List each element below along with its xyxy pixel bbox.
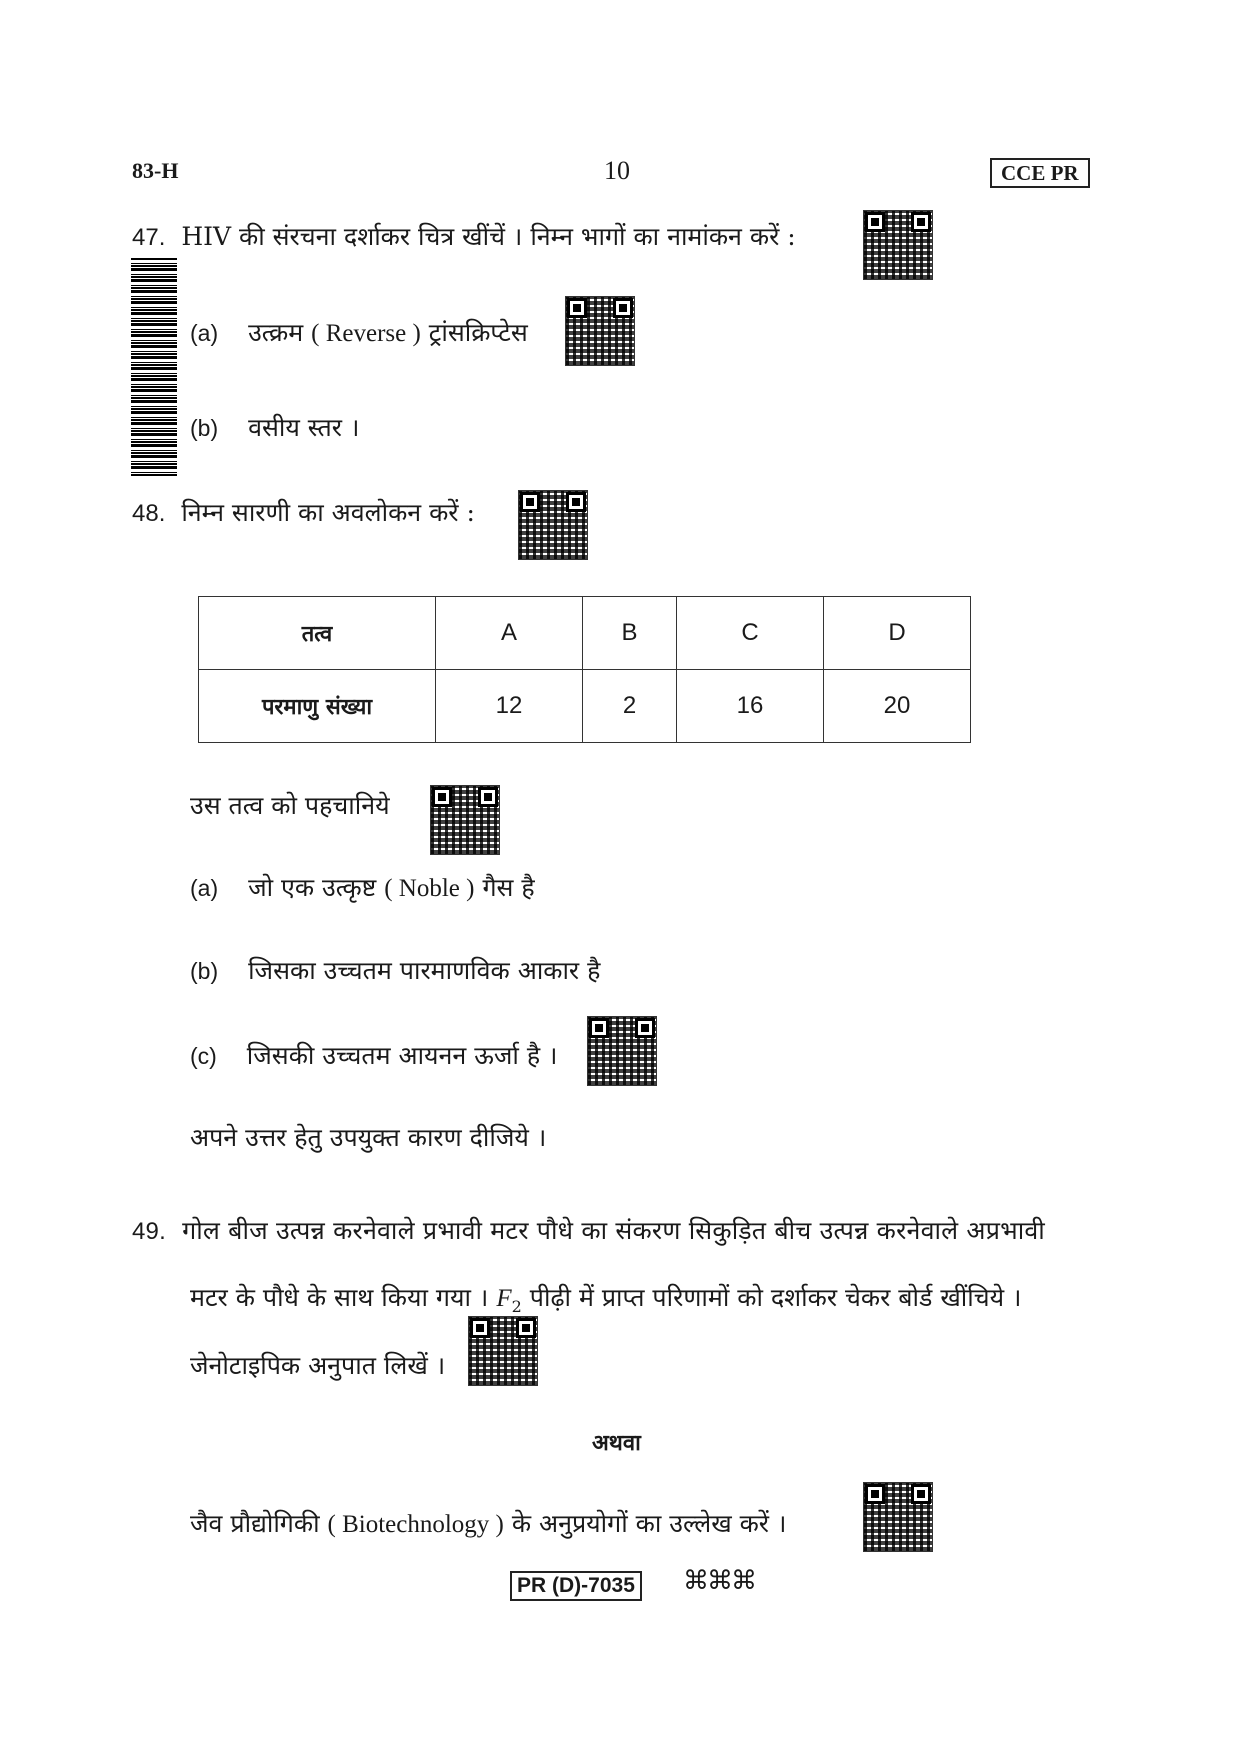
q49-line-1 bbox=[132, 1215, 1045, 1248]
barcode bbox=[131, 258, 177, 476]
atomic-number-a: 12 bbox=[436, 670, 583, 743]
q48-c-label: (c) bbox=[190, 1043, 217, 1069]
q49-text-1: गोल बीज उत्पन्न करनेवाले प्रभावी मटर पौधे का संकरण सिकुड़ित बीच उत्पन्न करनेवाले अप्रभावी bbox=[182, 1216, 1045, 1245]
atomic-number-b: 2 bbox=[582, 670, 676, 743]
q48-b-text: जिसका उच्चतम पारमाणविक आकार है bbox=[248, 956, 601, 985]
q49-alternative bbox=[190, 1508, 786, 1541]
q48-b-label: (b) bbox=[190, 958, 219, 984]
qr-code-q47a bbox=[565, 296, 635, 366]
q48-a-text-2: ( Noble ) bbox=[384, 875, 475, 902]
atomic-number-c: 16 bbox=[677, 670, 824, 743]
q47-a-text-1: उत्क्रम bbox=[248, 318, 304, 347]
atomic-number-d: 20 bbox=[824, 670, 971, 743]
f-letter: F bbox=[496, 1285, 512, 1312]
q49-alt-text-1: जैव प्रौद्योगिकी bbox=[190, 1509, 320, 1538]
qr-code-q49 bbox=[468, 1316, 538, 1386]
q48-identify: उस तत्व को पहचानिये bbox=[190, 791, 390, 820]
qr-code-q48c bbox=[587, 1016, 657, 1086]
q47-a-text-3: ट्रांसक्रिप्टेस bbox=[428, 318, 528, 347]
q49-line-2 bbox=[190, 1282, 1022, 1323]
q47-a-label: (a) bbox=[190, 320, 219, 346]
element-d: D bbox=[824, 597, 971, 670]
q47-line bbox=[132, 221, 796, 254]
q48-option-b bbox=[190, 955, 600, 987]
q48-reason: अपने उत्तर हेतु उपयुक्त कारण दीजिये । bbox=[190, 1123, 547, 1152]
qr-code-q49-alt bbox=[863, 1482, 933, 1552]
element-table bbox=[198, 596, 971, 743]
f-subscript: 2 bbox=[511, 1297, 522, 1316]
page-number: 10 bbox=[604, 156, 630, 185]
q49-line-3: जेनोटाइपिक अनुपात लिखें । bbox=[190, 1351, 446, 1380]
q48-text: निम्न सारणी का अवलोकन करें : bbox=[181, 498, 475, 527]
qr-code-q47 bbox=[863, 210, 933, 280]
row-header-atomic-number: परमाणु संख्या bbox=[199, 670, 436, 743]
q47-option-a bbox=[190, 317, 528, 350]
element-a: A bbox=[436, 597, 583, 670]
q47-number: 47. bbox=[132, 224, 166, 251]
qr-code-q48 bbox=[518, 490, 588, 560]
q48-option-a bbox=[190, 872, 535, 905]
subject-code: 83-H bbox=[132, 158, 179, 183]
or-heading: अथवा bbox=[592, 1431, 641, 1456]
q49-alt-text-2: ( Biotechnology ) bbox=[327, 1511, 504, 1538]
q48-a-label: (a) bbox=[190, 875, 219, 901]
q49-alt-text-3: के अनुप्रयोगों का उल्लेख करें । bbox=[511, 1509, 787, 1538]
q47-b-text: वसीय स्तर । bbox=[248, 413, 360, 442]
footer-ornament: ⌘⌘⌘ bbox=[683, 1566, 755, 1596]
element-b: B bbox=[582, 597, 676, 670]
q48-line bbox=[132, 497, 475, 530]
q49-number: 49. bbox=[132, 1218, 166, 1245]
table-row-elements bbox=[199, 597, 971, 670]
q47-option-b bbox=[190, 412, 359, 444]
q47-b-label: (b) bbox=[190, 415, 219, 441]
q48-option-c bbox=[190, 1040, 558, 1072]
paper-code-box: CCE PR bbox=[990, 158, 1090, 188]
q48-c-text: जिसकी उच्चतम आयनन ऊर्जा है । bbox=[246, 1041, 558, 1070]
table-row-atomic-numbers bbox=[199, 670, 971, 743]
q48-number: 48. bbox=[132, 500, 166, 527]
footer-code-box: PR (D)-7035 bbox=[510, 1571, 642, 1601]
q49-text-2a: मटर के पौधे के साथ किया गया । bbox=[190, 1283, 489, 1312]
q47-text: HIV की संरचना दर्शाकर चित्र खींचें । निम्न भागों का नामांकन करें : bbox=[181, 222, 796, 251]
q47-a-text-2: ( Reverse ) bbox=[311, 320, 421, 347]
element-c: C bbox=[677, 597, 824, 670]
row-header-element: तत्व bbox=[199, 597, 436, 670]
q48-a-text-1: जो एक उत्कृष्ट bbox=[248, 873, 377, 902]
q49-text-2b: पीढ़ी में प्राप्त परिणामों को दर्शाकर चेकर बोर्ड खींचिये । bbox=[529, 1283, 1022, 1312]
q48-a-text-3: गैस है bbox=[482, 873, 535, 902]
qr-code-q48-identify bbox=[430, 785, 500, 855]
